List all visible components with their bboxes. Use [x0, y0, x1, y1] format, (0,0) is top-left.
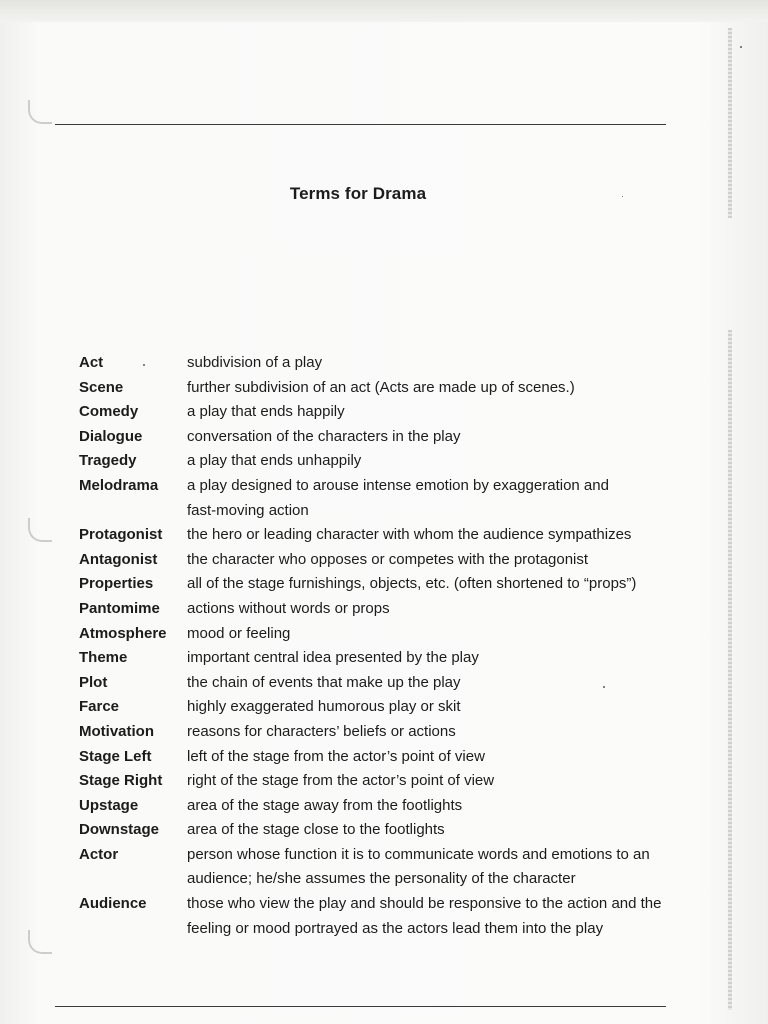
scan-top-edge	[0, 0, 768, 22]
term-row	[79, 376, 679, 401]
term-name: Actor	[79, 845, 119, 863]
binder-hole-mark	[28, 518, 52, 542]
term-definition: area of the stage close to the footlights	[187, 821, 445, 839]
term-row	[79, 646, 679, 671]
top-rule	[55, 124, 666, 125]
term-name: Atmosphere	[79, 624, 167, 642]
bottom-rule	[55, 1006, 666, 1007]
term-name: Melodrama	[79, 476, 159, 494]
term-name: Comedy	[79, 403, 139, 421]
term-definition: the character who opposes or competes with the protagonist	[187, 550, 589, 568]
term-row	[79, 425, 679, 450]
term-row	[79, 400, 679, 425]
term-definition: a play designed to arouse intense emotion by exaggeration and fast-moving action	[187, 476, 609, 519]
term-row	[79, 474, 679, 523]
page-edge-shadow	[728, 330, 732, 1010]
term-row	[79, 769, 679, 794]
term-name: Theme	[79, 649, 128, 667]
term-definition: those who view the play and should be responsive to the action and the feeling or mood portrayed as the actors lead them into the play	[187, 895, 662, 937]
term-row	[79, 843, 679, 892]
term-row	[79, 597, 679, 622]
term-definition: further subdivision of an act (Acts are made up of scenes.)	[187, 378, 575, 396]
term-definition: mood or feeling	[187, 624, 291, 642]
term-row	[79, 671, 679, 696]
scan-speck	[622, 196, 623, 197]
term-name: Tragedy	[79, 452, 137, 470]
term-name: Protagonist	[79, 526, 163, 544]
term-row	[79, 351, 679, 376]
term-name: Act	[79, 354, 104, 371]
term-definition: highly exaggerated humorous play or skit	[187, 698, 461, 716]
term-definition: all of the stage furnishings, objects, etc. (often shortened to “props”)	[187, 575, 637, 593]
term-name: Audience	[79, 895, 147, 913]
term-name: Antagonist	[79, 550, 158, 568]
term-row	[79, 548, 679, 573]
term-name: Properties	[79, 575, 154, 593]
term-name: Scene	[79, 378, 124, 396]
term-definition: a play that ends happily	[187, 403, 345, 421]
term-row	[79, 572, 679, 597]
term-name: Motivation	[79, 722, 154, 740]
term-definition: conversation of the characters in the play	[187, 427, 461, 445]
term-row	[79, 892, 679, 941]
page-edge-shadow	[728, 28, 732, 218]
scan-speck	[740, 46, 742, 48]
term-row	[79, 622, 679, 647]
term-definition: person whose function it is to communicate words and emotions to an audience; he/she assumes the personality of the character	[187, 845, 650, 888]
term-name: Stage Right	[79, 772, 163, 790]
term-definition: important central idea presented by the play	[187, 649, 479, 667]
term-name: Stage Left	[79, 747, 152, 765]
term-row	[79, 818, 679, 843]
term-definition: the chain of events that make up the play	[187, 673, 461, 691]
term-definition: actions without words or props	[187, 599, 390, 617]
term-name: Farce	[79, 698, 120, 716]
term-name: Plot	[79, 673, 108, 691]
term-definition: reasons for characters’ beliefs or actions	[187, 722, 456, 740]
page-title: Terms for Drama	[289, 184, 427, 203]
term-definition: left of the stage from the actor’s point of view	[187, 747, 485, 765]
term-name: Upstage	[79, 796, 139, 814]
term-definition: subdivision of a play	[187, 354, 323, 371]
binder-hole-mark	[28, 100, 52, 124]
scan-speck	[143, 364, 145, 366]
term-row	[79, 794, 679, 819]
binder-hole-mark	[28, 930, 52, 954]
term-row	[79, 745, 679, 770]
term-definition: right of the stage from the actor’s point of view	[187, 772, 495, 790]
term-name: Dialogue	[79, 427, 143, 445]
term-definition: a play that ends unhappily	[187, 452, 362, 470]
term-row	[79, 695, 679, 720]
term-name: Downstage	[79, 821, 160, 839]
term-row	[79, 720, 679, 745]
term-name: Pantomime	[79, 599, 160, 617]
term-definition: area of the stage away from the footlights	[187, 796, 463, 814]
terms-list	[79, 351, 679, 941]
term-definition: the hero or leading character with whom the audience sympathizes	[187, 526, 632, 544]
term-row	[79, 449, 679, 474]
term-row	[79, 523, 679, 548]
scan-speck	[603, 686, 605, 688]
